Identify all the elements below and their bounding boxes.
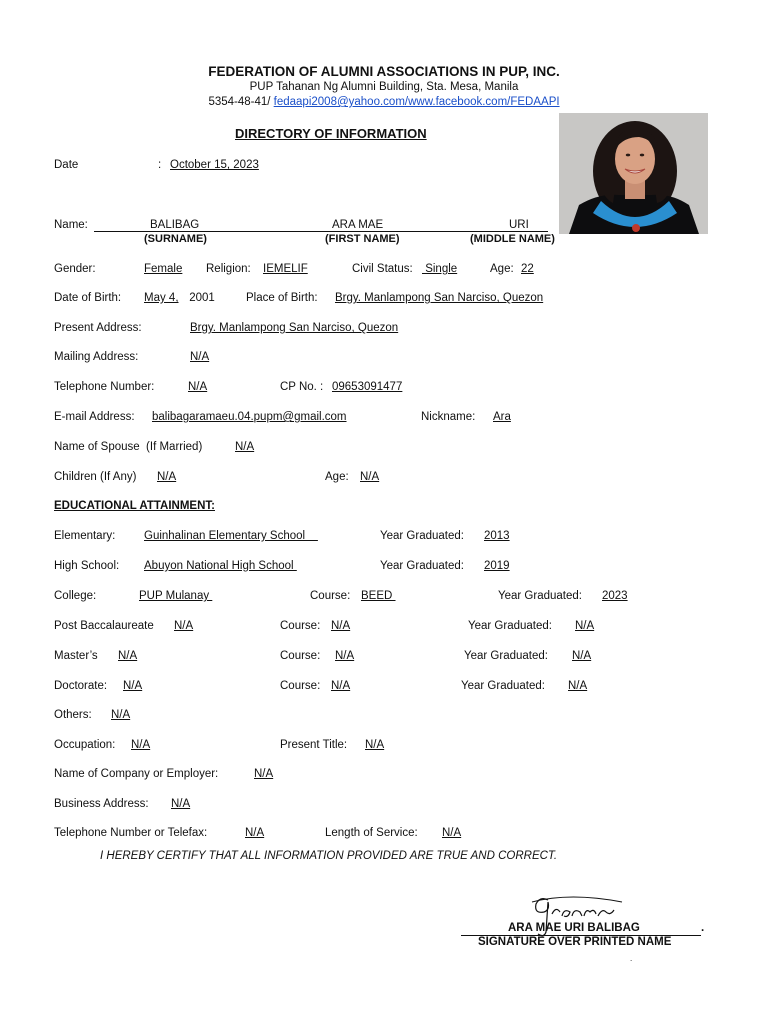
education-heading: EDUCATIONAL ATTAINMENT: — [54, 500, 215, 512]
age-label: Age: — [490, 263, 514, 275]
id-photo — [559, 113, 708, 234]
doctorate-value: N/A — [123, 680, 143, 692]
telefax-label: Telephone Number or Telefax: — [54, 827, 208, 839]
business-address-value: N/A — [171, 798, 191, 810]
spouse-value: N/A — [235, 441, 255, 453]
pob-label: Place of Birth: — [246, 292, 318, 304]
occupation-label: Occupation: — [54, 739, 116, 751]
masters-value: N/A — [118, 650, 138, 662]
doctorate-year: N/A — [568, 680, 588, 692]
children-label: Children (If Any) — [54, 471, 137, 483]
occupation-value: N/A — [131, 739, 151, 751]
telephone-value: N/A — [188, 381, 208, 393]
post-bacc-year: N/A — [575, 620, 595, 632]
college-year-label: Year Graduated: — [498, 590, 582, 602]
elementary-year: 2013 — [484, 530, 510, 542]
email-label: E-mail Address: — [54, 411, 135, 423]
age-value: 22 — [521, 263, 534, 275]
contact-link[interactable]: fedaapi2008@yahoo.com/www.facebook.com/FEDAAPI — [273, 96, 560, 108]
employer-label: Name of Company or Employer: — [54, 768, 219, 780]
signature-dot: . — [630, 954, 633, 963]
first-name-value: ARA MAE — [332, 219, 384, 231]
masters-course: N/A — [335, 650, 355, 662]
children-value: N/A — [157, 471, 177, 483]
surname-value: BALIBAG — [150, 219, 200, 231]
nickname-value: Ara — [493, 411, 511, 423]
elementary-label: Elementary: — [54, 530, 116, 542]
dob-label: Date of Birth: — [54, 292, 122, 304]
gender-label: Gender: — [54, 263, 96, 275]
certification-statement: I HEREBY CERTIFY THAT ALL INFORMATION PROVIDED ARE TRUE AND CORRECT. — [100, 850, 558, 862]
doctorate-course-label: Course: — [280, 680, 321, 692]
service-value: N/A — [442, 827, 462, 839]
middle-name-caption: (MIDDLE NAME) — [470, 233, 555, 245]
present-title-label: Present Title: — [280, 739, 348, 751]
present-address-value: Brgy. Manlampong San Narciso, Quezon — [190, 322, 399, 334]
org-contact — [0, 96, 768, 108]
college-year: 2023 — [602, 590, 628, 602]
printed-name: ARA MAE URI BALIBAG — [508, 922, 640, 934]
doctorate-course: N/A — [331, 680, 351, 692]
elementary-year-label: Year Graduated: — [380, 530, 464, 542]
email-value: balibagaramaeu.04.pupm@gmail.com — [152, 411, 347, 423]
civil-status-value: Single — [422, 263, 458, 275]
doctorate-year-label: Year Graduated: — [461, 680, 545, 692]
college-label: College: — [54, 590, 97, 602]
doctorate-label: Doctorate: — [54, 680, 108, 692]
high-school-year-label: Year Graduated: — [380, 560, 464, 572]
org-address: PUP Tahanan Ng Alumni Building, Sta. Mesa, Manila — [249, 81, 519, 93]
post-bacc-course: N/A — [331, 620, 351, 632]
college-course: BEED — [361, 590, 396, 602]
form-title: DIRECTORY OF INFORMATION — [235, 126, 427, 141]
first-name-caption: (FIRST NAME) — [325, 233, 400, 245]
signature-caption: SIGNATURE OVER PRINTED NAME — [478, 936, 672, 948]
gender-value: Female — [144, 263, 183, 275]
dob-value: May 4, — [144, 292, 179, 304]
org-phone: 5354-48-41/ — [208, 96, 274, 108]
children-age-label: Age: — [325, 471, 349, 483]
masters-course-label: Course: — [280, 650, 321, 662]
mailing-address-value: N/A — [190, 351, 210, 363]
cp-label: CP No. : — [280, 381, 324, 393]
present-address-label: Present Address: — [54, 322, 142, 334]
high-school-year: 2019 — [484, 560, 510, 572]
college-school: PUP Mulanay — [139, 590, 213, 602]
portrait-image — [559, 113, 708, 234]
college-course-label: Course: — [310, 590, 351, 602]
printed-name-end: . — [701, 922, 705, 934]
pob-value: Brgy. Manlampong San Narciso, Quezon — [335, 292, 544, 304]
masters-year-label: Year Graduated: — [464, 650, 548, 662]
spouse-label: Name of Spouse (If Married) — [54, 441, 203, 453]
post-bacc-course-label: Course: — [280, 620, 321, 632]
org-name: FEDERATION OF ALUMNI ASSOCIATIONS IN PUP, INC. — [208, 64, 560, 79]
elementary-school: Guinhalinan Elementary School — [144, 530, 318, 542]
masters-label: Master’s — [54, 650, 98, 662]
religion-value: IEMELIF — [263, 263, 308, 275]
date-label: Date — [54, 159, 79, 171]
name-label: Name: — [54, 219, 88, 231]
religion-label: Religion: — [206, 263, 251, 275]
children-age-value: N/A — [360, 471, 380, 483]
cp-value: 09653091477 — [332, 381, 403, 393]
date-value: October 15, 2023 — [170, 159, 259, 171]
post-bacc-year-label: Year Graduated: — [468, 620, 552, 632]
service-label: Length of Service: — [325, 827, 418, 839]
others-label: Others: — [54, 709, 92, 721]
high-school-name: Abuyon National High School — [144, 560, 297, 572]
others-value: N/A — [111, 709, 131, 721]
high-school-label: High School: — [54, 560, 120, 572]
present-title-value: N/A — [365, 739, 385, 751]
civil-status-label: Civil Status: — [352, 263, 413, 275]
dob-year: 2001 — [186, 292, 215, 304]
surname-caption: (SURNAME) — [144, 233, 207, 245]
date-colon: : — [158, 159, 162, 171]
post-bacc-label: Post Baccalaureate — [54, 620, 154, 632]
mailing-address-label: Mailing Address: — [54, 351, 139, 363]
business-address-label: Business Address: — [54, 798, 149, 810]
telefax-value: N/A — [245, 827, 265, 839]
middle-name-value: URI — [509, 219, 529, 231]
masters-year: N/A — [572, 650, 592, 662]
post-bacc-value: N/A — [174, 620, 194, 632]
telephone-label: Telephone Number: — [54, 381, 155, 393]
nickname-label: Nickname: — [421, 411, 476, 423]
employer-value: N/A — [254, 768, 274, 780]
